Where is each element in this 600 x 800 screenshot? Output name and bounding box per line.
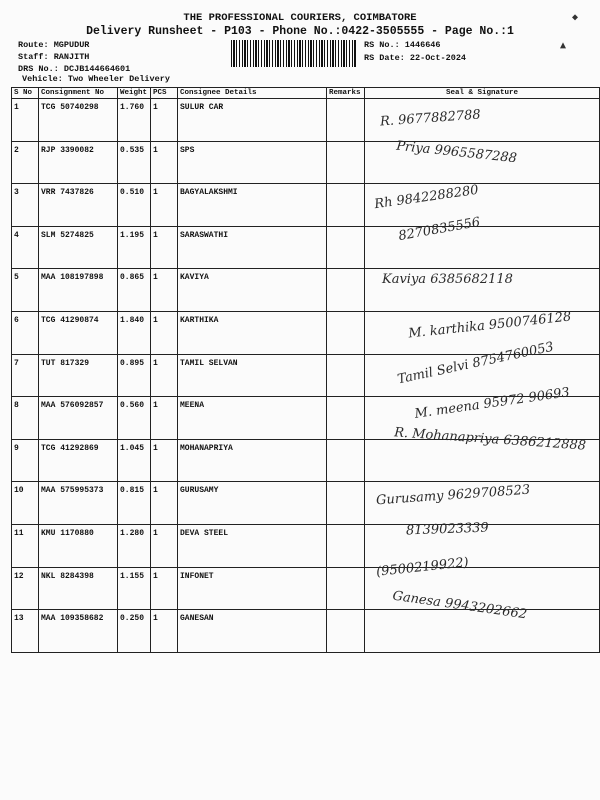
cell-wt: 0.865 — [118, 269, 151, 312]
cell-wt: 0.895 — [118, 354, 151, 397]
cell-cno: MAA 108197898 — [39, 269, 118, 312]
cell-pcs: 1 — [151, 439, 178, 482]
route-text: Route: MGPUDUR — [18, 40, 90, 50]
drs-text: DRS No.: DCJB144664601 — [18, 64, 131, 74]
cell-cno: SLM 5274825 — [39, 226, 118, 269]
handwritten-signature: Kaviya 6385682118 — [382, 272, 513, 287]
col-consignee: Consignee Details — [178, 88, 327, 99]
cell-remarks — [327, 610, 365, 653]
cell-name: TAMIL SELVAN — [178, 354, 327, 397]
company-title: THE PROFESSIONAL COURIERS, COIMBATORE — [183, 12, 417, 24]
cell-pcs: 1 — [151, 184, 178, 227]
handwritten-signature: 8270835556 — [397, 214, 482, 245]
table-row — [12, 567, 600, 610]
vehicle-text: Vehicle: Two Wheeler Delivery — [22, 74, 170, 84]
cell-wt: 1.045 — [118, 439, 151, 482]
cell-pcs: 1 — [151, 567, 178, 610]
cell-remarks — [327, 354, 365, 397]
cell-sno: 12 — [12, 567, 39, 610]
cell-wt: 1.760 — [118, 99, 151, 142]
cell-name: KARTHIKA — [178, 311, 327, 354]
handwritten-signature: R. 9677882788 — [379, 107, 482, 130]
cell-name: INFONET — [178, 567, 327, 610]
runsheet-title: Delivery Runsheet - P103 - Phone No.:0422-3505555 - Page No.:1 — [86, 25, 514, 38]
delivery-table — [11, 87, 600, 653]
cell-sno: 5 — [12, 269, 39, 312]
handwritten-signature: R. Mohanapriya 6386212888 — [393, 425, 587, 454]
cell-pcs: 1 — [151, 269, 178, 312]
cell-name: SPS — [178, 141, 327, 184]
col-weight: Weight — [118, 88, 151, 99]
col-remarks: Remarks — [327, 88, 365, 99]
cell-cno: NKL 8284398 — [39, 567, 118, 610]
cell-pcs: 1 — [151, 354, 178, 397]
cell-name: GURUSAMY — [178, 482, 327, 525]
col-pcs: PCS — [151, 88, 178, 99]
cell-cno: TCG 41290874 — [39, 311, 118, 354]
cell-cno: MAA 576092857 — [39, 397, 118, 440]
cell-pcs: 1 — [151, 99, 178, 142]
cell-pcs: 1 — [151, 482, 178, 525]
scan-mark: ▲ — [560, 40, 567, 51]
table-row — [12, 524, 600, 567]
cell-name: SARASWATHI — [178, 226, 327, 269]
cell-remarks — [327, 184, 365, 227]
cell-remarks — [327, 524, 365, 567]
cell-name: MEENA — [178, 397, 327, 440]
cell-wt: 0.815 — [118, 482, 151, 525]
cell-name: DEVA STEEL — [178, 524, 327, 567]
cell-sno: 4 — [12, 226, 39, 269]
cell-remarks — [327, 226, 365, 269]
scan-mark: ◆ — [572, 12, 579, 23]
cell-cno: MAA 575995373 — [39, 482, 118, 525]
handwritten-signature: 8139023339 — [405, 520, 489, 539]
cell-cno: TUT 817329 — [39, 354, 118, 397]
handwritten-signature: Priya 9965587288 — [395, 138, 518, 167]
cell-wt: 0.510 — [118, 184, 151, 227]
cell-sno: 9 — [12, 439, 39, 482]
cell-wt: 0.560 — [118, 397, 151, 440]
table-row — [12, 184, 600, 227]
cell-cno: TCG 41292869 — [39, 439, 118, 482]
cell-sno: 3 — [12, 184, 39, 227]
cell-wt: 0.250 — [118, 610, 151, 653]
cell-sno: 8 — [12, 397, 39, 440]
cell-wt: 1.195 — [118, 226, 151, 269]
cell-remarks — [327, 311, 365, 354]
table-row — [12, 99, 600, 142]
cell-sno: 11 — [12, 524, 39, 567]
col-signature: Seal & Signature — [365, 88, 600, 99]
handwritten-signature: Ganesa 9943202662 — [391, 588, 528, 623]
handwritten-signature: M. karthika 9500746128 — [407, 309, 572, 342]
cell-sno: 10 — [12, 482, 39, 525]
cell-wt: 0.535 — [118, 141, 151, 184]
cell-cno: TCG 50740298 — [39, 99, 118, 142]
handwritten-signature: Gurusamy 9629708523 — [375, 482, 531, 509]
cell-name: KAVIYA — [178, 269, 327, 312]
handwritten-signature: (9500219922) — [375, 555, 470, 580]
cell-name: MOHANAPRIYA — [178, 439, 327, 482]
cell-sno: 6 — [12, 311, 39, 354]
cell-name: GANESAN — [178, 610, 327, 653]
cell-sno: 7 — [12, 354, 39, 397]
cell-pcs: 1 — [151, 524, 178, 567]
barcode-image — [231, 40, 356, 67]
cell-pcs: 1 — [151, 141, 178, 184]
cell-cno: RJP 3390082 — [39, 141, 118, 184]
cell-wt: 1.840 — [118, 311, 151, 354]
handwritten-signature: M. meena 95972 90693 — [413, 385, 571, 422]
cell-cno: VRR 7437826 — [39, 184, 118, 227]
cell-remarks — [327, 269, 365, 312]
cell-cno: MAA 109358682 — [39, 610, 118, 653]
cell-pcs: 1 — [151, 311, 178, 354]
cell-wt: 1.155 — [118, 567, 151, 610]
cell-cno: KMU 1170880 — [39, 524, 118, 567]
rs-no-text: RS No.: 1446646 — [364, 40, 441, 50]
cell-remarks — [327, 141, 365, 184]
cell-name: BAGYALAKSHMI — [178, 184, 327, 227]
cell-name: SULUR CAR — [178, 99, 327, 142]
col-sno: S No — [12, 88, 39, 99]
cell-sno: 13 — [12, 610, 39, 653]
cell-remarks — [327, 439, 365, 482]
table-header-row — [12, 88, 600, 99]
cell-pcs: 1 — [151, 610, 178, 653]
cell-remarks — [327, 99, 365, 142]
col-consignment: Consignment No — [39, 88, 118, 99]
cell-remarks — [327, 567, 365, 610]
cell-wt: 1.280 — [118, 524, 151, 567]
cell-pcs: 1 — [151, 397, 178, 440]
cell-sno: 2 — [12, 141, 39, 184]
staff-text: Staff: RANJITH — [18, 52, 90, 62]
cell-remarks — [327, 482, 365, 525]
rs-date-text: RS Date: 22-Oct-2024 — [364, 53, 467, 63]
cell-pcs: 1 — [151, 226, 178, 269]
handwritten-signature: Rh 9842288280 — [373, 182, 480, 213]
table-row — [12, 226, 600, 269]
handwritten-signature: Tamil Selvi 8754760053 — [396, 339, 556, 388]
cell-remarks — [327, 397, 365, 440]
cell-sno: 1 — [12, 99, 39, 142]
